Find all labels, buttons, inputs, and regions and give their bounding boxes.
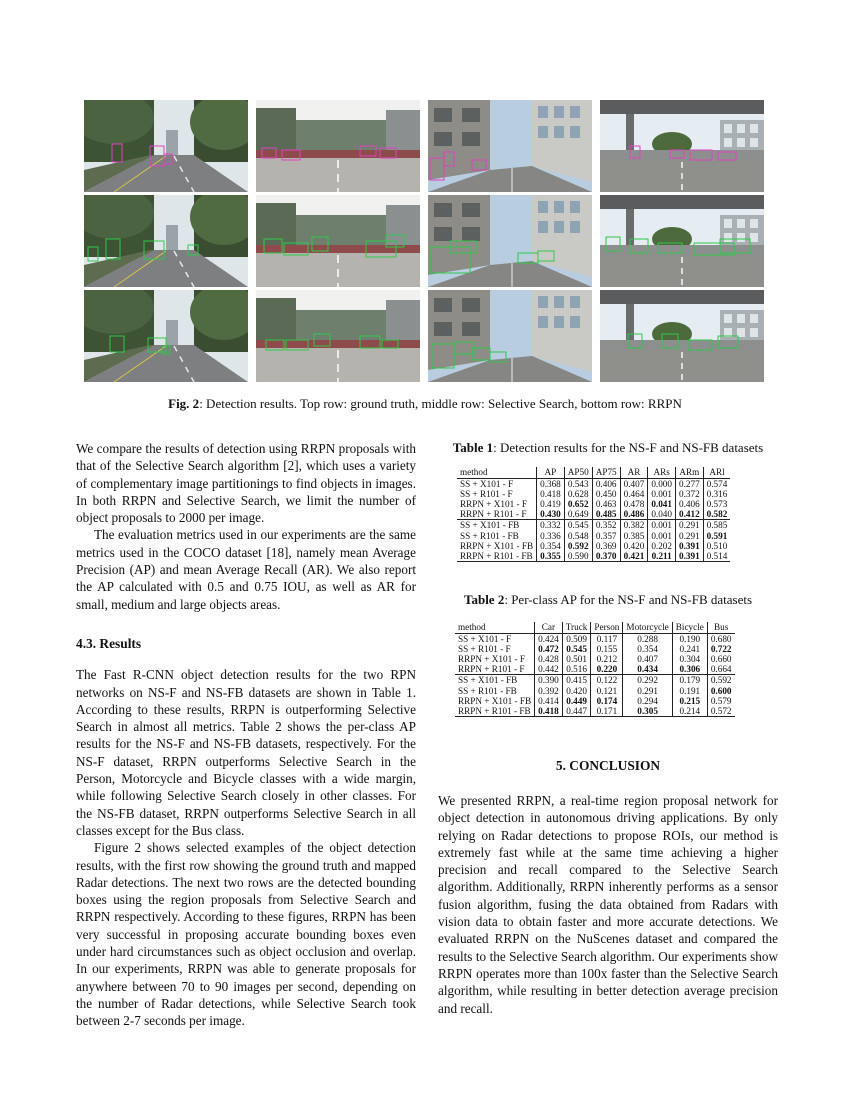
- table-row: [457, 509, 730, 520]
- table-cell: 0.406: [675, 499, 703, 509]
- table-row: [455, 696, 735, 706]
- table-cell: 0.191: [672, 686, 707, 696]
- table-row: [455, 675, 735, 686]
- table-row: [457, 551, 730, 562]
- table-cell: 0.000: [648, 479, 676, 490]
- table-cell: 0.579: [707, 696, 734, 706]
- table-cell-method: RRPN + X101 - FB: [458, 695, 532, 706]
- table-cell: 0.391: [675, 541, 703, 551]
- table-cell: 0.390: [535, 675, 563, 686]
- table-cell: 0.447: [562, 706, 591, 717]
- table-cell: 0.412: [675, 509, 703, 520]
- table-cell: 0.680: [707, 634, 734, 645]
- table-row: [455, 706, 735, 717]
- table-cell: 0.592: [564, 541, 592, 551]
- detection-image-rrpn-urban-buildings: [428, 290, 592, 382]
- table-cell: 0.288: [623, 634, 672, 645]
- detection-image-rrpn-street-trees: [84, 290, 248, 382]
- detection-image-rrpn-wide-road: [256, 290, 420, 382]
- table-cell: 0.304: [672, 654, 707, 664]
- table1-caption-text: : Detection results for the NS-F and NS-FB datasets: [493, 440, 764, 455]
- detection-image-selective-search-urban-buildings: [428, 195, 592, 287]
- table-cell: 0.628: [564, 489, 592, 499]
- table-cell: 0.548: [564, 531, 592, 541]
- table-cell: 0.415: [562, 675, 591, 686]
- detection-image-ground-truth-urban-buildings: [428, 100, 592, 192]
- paragraph-conclusion: We presented RRPN, a real-time region proposal network for object detection in autonomous driving applications. By only relying on Radar detections to propose ROIs, our method is extremely fast while at the same time achieving a higher precision and recall compared to the Selective Search algorithm. Additionally, RRPN inherently performs as a sensor fusion algorithm, fusing the data obtained from Radars with vision data to obtain faster and more accurate detections. We evaluated RRPN on the NuScenes dataset and compared the results to the Selective Search algorithm. Our experiments show RRPN operates more than 100x faster than the Selective Search algorithm, while resulting in better detection average precision and recall.: [438, 793, 778, 1016]
- table-cell: 0.121: [591, 686, 623, 696]
- table-cell: 0.660: [707, 654, 734, 664]
- table1-header-ap75: AP75: [592, 467, 620, 479]
- table-cell: 0.449: [562, 696, 591, 706]
- table1-header-ap50: AP50: [564, 467, 592, 479]
- table-cell-method: RRPN + X101 - F: [460, 499, 527, 510]
- section-heading-results: 4.3. Results: [76, 635, 142, 651]
- table-cell: 0.407: [623, 654, 672, 664]
- table-cell: 0.420: [620, 541, 648, 551]
- table2-caption: [438, 592, 778, 608]
- table-cell: 0.600: [707, 686, 734, 696]
- table-cell: 0.573: [703, 499, 730, 509]
- table-cell: 0.040: [648, 509, 676, 520]
- table-cell: 0.574: [703, 479, 730, 490]
- table1-header-ars: ARs: [648, 467, 676, 479]
- table2-header-motorcycle: Motorcycle: [623, 622, 672, 634]
- table1-caption-label: Table 1: [452, 440, 494, 455]
- table-cell: 0.305: [623, 706, 672, 717]
- paragraph-results: The Fast R-CNN object detection results for the two RPN networks on NS-F and NS-FB datasets are shown in Table 1. According to these results, RRPN is outperforming Selective Search in almost all metrics. Table 2 shows the per-class AP results for the NS-F and NS-FB datasets, respectively. For the NS-F dataset, RRPN outperforms Selective Search in the Person, Motorcycle and Bicycle classes with a wide margin, while following Selective Search closely in other classes. For the NS-FB dataset, RRPN outperforms Selective Search in all classes except for the Bus class.: [76, 667, 416, 838]
- table-cell: 0.385: [620, 531, 648, 541]
- table-cell: 0.419: [537, 499, 565, 509]
- table-cell: 0.220: [591, 664, 623, 675]
- table-cell: 0.352: [592, 520, 620, 531]
- table-cell: 0.354: [537, 541, 565, 551]
- detection-image-selective-search-street-trees: [84, 195, 248, 287]
- table-cell: 0.420: [562, 686, 591, 696]
- table-cell: 0.336: [537, 531, 565, 541]
- table-cell: 0.424: [535, 634, 563, 645]
- table-cell: 0.368: [537, 479, 565, 490]
- table-cell: 0.214: [672, 706, 707, 717]
- table-row: [457, 531, 730, 541]
- paragraph-metrics: The evaluation metrics used in our experiments are the same metrics used in the COCO dataset [18], namely mean Average Precision (AP) and mean Average Recall (AR). We also report the AP calculated with 0.5 and 0.75 IOU, as well as AR for small, medium and large objects areas.: [76, 527, 416, 612]
- table1-header-arm: ARm: [675, 467, 703, 479]
- detection-figure-grid: [84, 100, 765, 382]
- table-row: [455, 654, 735, 664]
- table-cell: 0.241: [672, 644, 707, 654]
- table-cell: 0.122: [591, 675, 623, 686]
- table-cell: 0.543: [564, 479, 592, 490]
- table-cell: 0.291: [675, 531, 703, 541]
- table-cell: 0.585: [703, 520, 730, 531]
- table2-header-car: Car: [535, 622, 563, 634]
- table-cell: 0.291: [623, 686, 672, 696]
- table-cell-method: SS + R101 - FB: [458, 685, 517, 696]
- table-cell: 0.463: [592, 499, 620, 509]
- table-cell: 0.179: [672, 675, 707, 686]
- table1-header-method: method: [457, 467, 537, 479]
- table-cell: 0.545: [562, 644, 591, 654]
- table-cell: 0.450: [592, 489, 620, 499]
- table-cell: 0.418: [537, 489, 565, 499]
- table1-header-ar: AR: [620, 467, 648, 479]
- table-cell: 0.430: [537, 509, 565, 520]
- table-cell: 0.155: [591, 644, 623, 654]
- table-cell-method: SS + R101 - FB: [460, 530, 519, 541]
- table-cell: 0.434: [623, 664, 672, 675]
- table-row: [455, 644, 735, 654]
- table-cell: 0.478: [620, 499, 648, 509]
- table-cell: 0.514: [703, 551, 730, 562]
- table-cell: 0.001: [648, 531, 676, 541]
- table-cell: 0.664: [707, 664, 734, 675]
- table-cell: 0.485: [592, 509, 620, 520]
- table1-header-arl: ARl: [703, 467, 730, 479]
- table-row: [457, 520, 730, 531]
- detection-image-selective-search-overpass: [600, 195, 764, 287]
- table-cell: 0.572: [707, 706, 734, 717]
- table-cell: 0.190: [672, 634, 707, 645]
- table-row: [457, 541, 730, 551]
- table-cell: 0.428: [535, 654, 563, 664]
- table-cell: 0.722: [707, 644, 734, 654]
- detection-image-ground-truth-overpass: [600, 100, 764, 192]
- table-cell: 0.509: [562, 634, 591, 645]
- table-cell: 0.294: [623, 696, 672, 706]
- table-row: [457, 489, 730, 499]
- table-cell: 0.001: [648, 520, 676, 531]
- table-cell: 0.382: [620, 520, 648, 531]
- table2-header-person: Person: [591, 622, 623, 634]
- table2-header-bicycle: Bicycle: [672, 622, 707, 634]
- table-cell-method: RRPN + R101 - F: [460, 509, 527, 520]
- table-cell-method: RRPN + R101 - FB: [457, 551, 537, 562]
- detection-image-selective-search-wide-road: [256, 195, 420, 287]
- table-cell-method: RRPN + R101 - FB: [455, 706, 535, 717]
- figure-caption: [60, 396, 790, 412]
- table-cell-method: SS + X101 - FB: [455, 675, 535, 686]
- table2-header-bus: Bus: [707, 622, 734, 634]
- table1-detection-results: [457, 467, 730, 562]
- table2-caption-text: : Per-class AP for the NS-F and NS-FB datasets: [504, 592, 753, 607]
- figure-caption-text: : Detection results. Top row: ground truth, middle row: Selective Search, bottom row: RRPN: [199, 396, 682, 411]
- table-cell: 0.592: [707, 675, 734, 686]
- table-cell: 0.414: [535, 696, 563, 706]
- table-cell: 0.316: [703, 489, 730, 499]
- table-cell: 0.215: [672, 696, 707, 706]
- table-cell: 0.407: [620, 479, 648, 490]
- table-cell: 0.372: [675, 489, 703, 499]
- table-cell: 0.442: [535, 664, 563, 675]
- table-cell: 0.174: [591, 696, 623, 706]
- table-row: [457, 499, 730, 509]
- table-cell-method: RRPN + X101 - F: [458, 654, 525, 665]
- table-cell: 0.649: [564, 509, 592, 520]
- table-cell: 0.292: [623, 675, 672, 686]
- table-cell: 0.406: [592, 479, 620, 490]
- table-cell: 0.370: [592, 551, 620, 562]
- detection-image-ground-truth-street-trees: [84, 100, 248, 192]
- table-cell: 0.421: [620, 551, 648, 562]
- figure-caption-label: Fig. 2: [168, 396, 200, 411]
- left-column: [76, 440, 416, 1030]
- table-cell: 0.501: [562, 654, 591, 664]
- table-cell-method: SS + X101 - FB: [457, 520, 537, 531]
- table-cell: 0.306: [672, 664, 707, 675]
- table-row: [455, 664, 735, 675]
- table-cell-method: RRPN + R101 - F: [458, 664, 525, 675]
- table-cell-method: RRPN + X101 - FB: [460, 540, 534, 551]
- table-cell-method: SS + X101 - F: [460, 479, 514, 490]
- table-row: [455, 634, 735, 645]
- table-cell: 0.291: [675, 520, 703, 531]
- table-cell: 0.171: [591, 706, 623, 717]
- table-cell: 0.545: [564, 520, 592, 531]
- table-cell: 0.332: [537, 520, 565, 531]
- table-cell: 0.486: [620, 509, 648, 520]
- table-cell: 0.211: [648, 551, 676, 562]
- paragraph-comparison: We compare the results of detection using RRPN proposals with that of the Selective Search algorithm [2], which uses a variety of complementary image partitionings to find objects in images. In both RRPN and Selective Search, we limit the number of object proposals to 2000 per image.: [76, 441, 416, 526]
- table-cell: 0.472: [535, 644, 563, 654]
- table2-caption-label: Table 2: [463, 592, 505, 607]
- detection-image-rrpn-overpass: [600, 290, 764, 382]
- table-cell: 0.582: [703, 509, 730, 520]
- table-cell: 0.355: [537, 551, 565, 562]
- table-cell: 0.369: [592, 541, 620, 551]
- table-cell: 0.591: [703, 531, 730, 541]
- table-cell: 0.212: [591, 654, 623, 664]
- table1-header-ap: AP: [537, 467, 565, 479]
- table-cell: 0.590: [564, 551, 592, 562]
- paragraph-figure-discussion: Figure 2 shows selected examples of the object detection results, with the first row showing the ground truth and mapped Radar detections. The next two rows are the detected bounding boxes using the region proposals from Selective Search and RRPN respectively. According to these figures, RRPN has been very successful in proposing accurate bounding boxes even under hard circumstances such as object occlusion and overlap. In our experiments, RRPN was able to generate proposals for anywhere between 70 to 90 images per second, depending on the number of Radar detections, while Selective Search took between 2-7 seconds per image.: [76, 840, 416, 1029]
- table2-per-class-ap: [455, 622, 735, 717]
- table-cell: 0.652: [564, 499, 592, 509]
- table-cell: 0.392: [535, 686, 563, 696]
- right-column-conclusion: [438, 792, 778, 1017]
- table-cell: 0.464: [620, 489, 648, 499]
- table-cell: 0.510: [703, 541, 730, 551]
- table-cell: 0.117: [591, 634, 623, 645]
- table-cell: 0.041: [648, 499, 676, 509]
- table-cell: 0.516: [562, 664, 591, 675]
- table-cell: 0.391: [675, 551, 703, 562]
- table2-header-truck: Truck: [562, 622, 591, 634]
- table-cell-method: SS + R101 - F: [458, 644, 511, 655]
- table-cell: 0.354: [623, 644, 672, 654]
- table1-caption: [438, 440, 778, 456]
- table-cell: 0.277: [675, 479, 703, 490]
- table2-header-method: method: [455, 622, 535, 634]
- table-cell-method: SS + X101 - F: [458, 634, 512, 645]
- section-heading-conclusion: 5. CONCLUSION: [555, 758, 661, 773]
- table-cell: 0.357: [592, 531, 620, 541]
- table-cell: 0.202: [648, 541, 676, 551]
- table-cell-method: SS + R101 - F: [460, 489, 513, 500]
- table-cell: 0.418: [535, 706, 563, 717]
- detection-image-ground-truth-wide-road: [256, 100, 420, 192]
- table-row: [455, 686, 735, 696]
- table-row: [457, 479, 730, 490]
- table-cell: 0.001: [648, 489, 676, 499]
